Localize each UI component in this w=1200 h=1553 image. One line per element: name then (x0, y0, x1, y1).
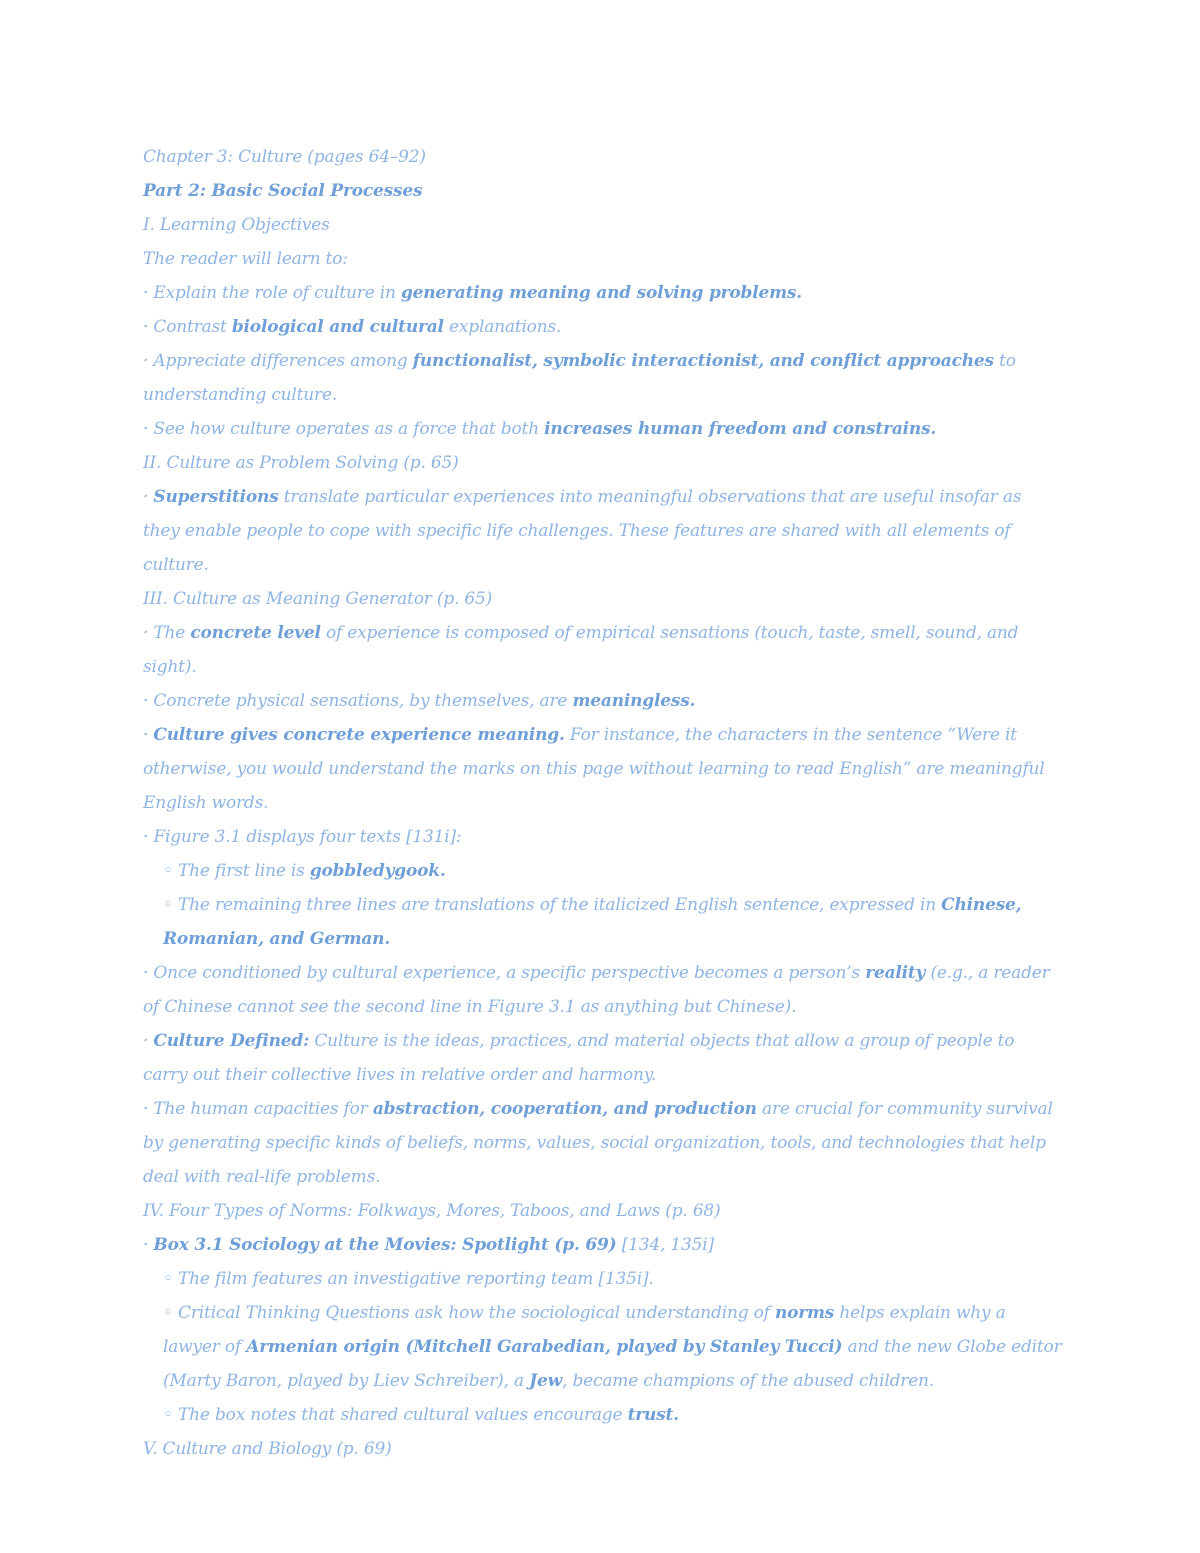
sub-bullet-line (143, 1398, 1063, 1432)
emphasis-text: Part 2: Basic Social Processes (143, 181, 423, 201)
emphasis-text: Chinese, Romanian, and German. (163, 895, 1022, 949)
sub-bullet-line (143, 888, 1063, 956)
text-line (143, 1194, 1063, 1228)
emphasis-text: generating meaning and solving problems. (400, 283, 802, 303)
text-line (143, 820, 1063, 854)
plain-text: , became champions of the abused children. (562, 1371, 935, 1391)
emphasis-text: norms (774, 1303, 835, 1323)
text-line (143, 616, 1063, 684)
plain-text: V. Culture and Biology (p. 69) (143, 1439, 392, 1459)
plain-text: · (143, 725, 154, 745)
plain-text: · Explain the role of culture in (143, 283, 401, 303)
plain-text: ◦ The film features an investigative reporting team [135i]. (163, 1269, 654, 1289)
emphasis-text: reality (865, 963, 926, 983)
plain-text: · Appreciate differences among (143, 351, 413, 371)
plain-text: · Concrete physical sensations, by themselves, are (143, 691, 573, 711)
plain-text: II. Culture as Problem Solving (p. 65) (143, 453, 459, 473)
text-line (143, 242, 1063, 276)
plain-text: are crucial for community survival by generating specific kinds of beliefs, norms, values, social organization, tools, and technologies that help deal with real-life problems. (143, 1099, 1053, 1187)
plain-text: explanations. (443, 317, 562, 337)
text-line (143, 140, 1063, 174)
plain-text: · (143, 1031, 154, 1051)
plain-text: translate particular experiences into meaningful observations that are useful insofar as they enable people to cope with specific life challenges. These features are shared with all elements of culture. (143, 487, 1022, 575)
plain-text: · See how culture operates as a force that both (143, 419, 545, 439)
emphasis-text: Armenian origin (Mitchell Garabedian, played by Stanley Tucci) (246, 1337, 843, 1357)
text-line (143, 1024, 1063, 1092)
emphasis-text: gobbledygook. (309, 861, 446, 881)
emphasis-text: abstraction, cooperation, and production (372, 1099, 757, 1119)
emphasis-text: trust. (627, 1405, 679, 1425)
emphasis-text: Superstitions (153, 487, 279, 507)
text-line (143, 276, 1063, 310)
text-line (143, 412, 1063, 446)
plain-text: ◦ The remaining three lines are translations of the italicized English sentence, expressed in (163, 895, 942, 915)
plain-text: ◦ The box notes that shared cultural values encourage (163, 1405, 628, 1425)
document-body (143, 140, 1063, 1466)
plain-text: · (143, 487, 154, 507)
emphasis-text: increases human freedom and constrains. (544, 419, 937, 439)
plain-text: I. Learning Objectives (143, 215, 330, 235)
text-line (143, 174, 1063, 208)
plain-text: ◦ Critical Thinking Questions ask how the sociological understanding of (163, 1303, 775, 1323)
emphasis-text: biological and cultural (231, 317, 444, 337)
plain-text: (e.g., a reader of Chinese cannot see the second line in Figure 3.1 as anything but Chinese). (143, 963, 1050, 1017)
plain-text: · Figure 3.1 displays four texts [131i]: (143, 827, 462, 847)
plain-text: · The human capacities for (143, 1099, 373, 1119)
plain-text: III. Culture as Meaning Generator (p. 65) (143, 589, 493, 609)
plain-text: For instance, the characters in the sentence “Were it otherwise, you would understand the marks on this page without learning to read English” are meaningful English words. (143, 725, 1045, 813)
plain-text: to understanding culture. (143, 351, 1016, 405)
emphasis-text: Culture gives concrete experience meaning. (153, 725, 565, 745)
emphasis-text: Box 3.1 Sociology at the Movies: Spotlight (p. 69) (153, 1235, 617, 1255)
plain-text: and the new Globe editor (Marty Baron, played by Liev Schreiber), a (163, 1337, 1062, 1391)
text-line (143, 480, 1063, 582)
plain-text: · The (143, 623, 191, 643)
plain-text: · (143, 1235, 154, 1255)
text-line (143, 1092, 1063, 1194)
plain-text: IV. Four Types of Norms: Folkways, Mores, Taboos, and Laws (p. 68) (143, 1201, 721, 1221)
emphasis-text: Culture Defined: (153, 1031, 310, 1051)
text-line (143, 1432, 1063, 1466)
plain-text: of experience is composed of empirical sensations (touch, taste, smell, sound, and sight). (143, 623, 1019, 677)
sub-bullet-line (143, 1296, 1063, 1398)
text-line (143, 956, 1063, 1024)
text-line (143, 344, 1063, 412)
text-line (143, 310, 1063, 344)
text-line (143, 1228, 1063, 1262)
plain-text: Chapter 3: Culture (pages 64–92) (143, 147, 426, 167)
text-line (143, 718, 1063, 820)
plain-text: helps explain why a lawyer of (163, 1303, 1006, 1357)
emphasis-text: concrete level (190, 623, 321, 643)
plain-text: The reader will learn to: (143, 249, 348, 269)
emphasis-text: Jew (529, 1371, 563, 1391)
plain-text: [134, 135i] (616, 1235, 714, 1255)
plain-text: Culture is the ideas, practices, and material objects that allow a group of people to carry out their collective lives in relative order and harmony. (143, 1031, 1015, 1085)
plain-text: · Once conditioned by cultural experience, a specific perspective becomes a person’s (143, 963, 866, 983)
text-line (143, 446, 1063, 480)
emphasis-text: meaningless. (572, 691, 696, 711)
text-line (143, 684, 1063, 718)
sub-bullet-line (143, 1262, 1063, 1296)
text-line (143, 582, 1063, 616)
emphasis-text: functionalist, symbolic interactionist, and conflict approaches (412, 351, 994, 371)
text-line (143, 208, 1063, 242)
plain-text: ◦ The first line is (163, 861, 310, 881)
plain-text: · Contrast (143, 317, 232, 337)
sub-bullet-line (143, 854, 1063, 888)
